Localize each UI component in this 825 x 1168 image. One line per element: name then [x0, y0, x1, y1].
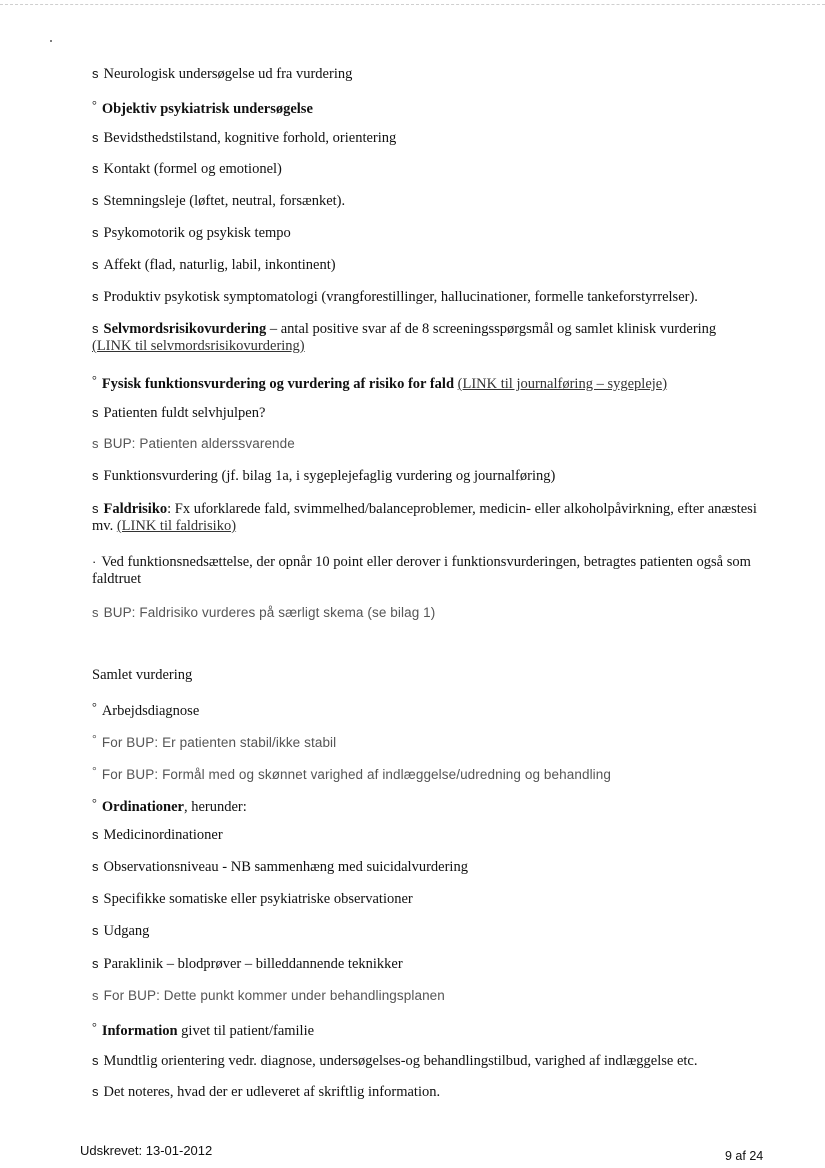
heading-text: Information [101, 1023, 178, 1039]
item-text: Observationsniveau - NB sammenhæng med suicidalvurdering [103, 859, 468, 875]
item-text: BUP: Faldrisiko vurderes på særligt skema (se bilag 1) [103, 605, 436, 620]
section-heading [92, 97, 777, 118]
list-item [92, 955, 777, 973]
square-bullet-icon: s [92, 859, 99, 874]
square-bullet-icon: s [92, 956, 99, 971]
square-bullet-icon: s [92, 501, 99, 516]
item-text: Patienten fuldt selvhjulpen? [103, 405, 266, 421]
item-text: Specifikke somatiske eller psykiatriske observationer [103, 891, 413, 907]
list-item [92, 826, 777, 844]
section-heading [92, 1019, 777, 1040]
list-item [92, 731, 777, 751]
selvmordsrisiko-link[interactable]: (LINK til selvmordsrisikovurdering) [92, 338, 305, 354]
list-item [92, 160, 777, 178]
section-heading [92, 699, 777, 720]
list-item [92, 1083, 777, 1101]
item-text: Funktionsvurdering (jf. bilag 1a, i sygeplejefaglig vurdering og journalføring) [103, 468, 556, 484]
heading-text: Ordinationer [101, 799, 184, 815]
square-bullet-icon: s [92, 605, 99, 620]
list-item [92, 256, 777, 274]
item-text: For BUP: Dette punkt kommer under behandlingsplanen [103, 988, 445, 1003]
square-bullet-icon: s [92, 289, 99, 304]
list-item [92, 553, 777, 588]
degree-bullet-icon: ° [92, 98, 97, 112]
degree-bullet-icon: ° [92, 764, 97, 778]
item-text: Paraklinik – blodprøver – billeddannende teknikker [103, 956, 403, 972]
item-text: Mundtlig orientering vedr. diagnose, undersøgelses-og behandlingstilbud, varighed af indlæggelse etc. [103, 1053, 698, 1069]
list-item [92, 65, 777, 83]
item-text: For BUP: Er patienten stabil/ikke stabil [101, 735, 337, 750]
item-text: Produktiv psykotisk symptomatologi (vrangforestillinger, hallucinationer, formelle tankeforstyrrelser). [103, 289, 698, 305]
faldrisiko-link[interactable]: (LINK til faldrisiko) [116, 518, 237, 534]
list-item [92, 129, 777, 147]
item-text: Medicinordinationer [103, 827, 223, 843]
list-item [92, 890, 777, 908]
heading-text: Fysisk funktionsvurdering og vurdering af risiko for fald [101, 376, 455, 392]
item-text: For BUP: Formål med og skønnet varighed af indlæggelse/udredning og behandling [101, 767, 611, 782]
list-item [92, 858, 777, 876]
list-item [92, 192, 777, 210]
list-item [92, 987, 777, 1004]
square-bullet-icon: s [92, 1053, 99, 1068]
item-text: Neurologisk undersøgelse ud fra vurdering [103, 66, 353, 82]
item-text: Ved funktionsnedsættelse, der opnår 10 point eller derover i funktionsvurderingen, betragtes patienten også som faldtruet [92, 554, 751, 587]
list-item [92, 1052, 777, 1070]
square-bullet-icon: s [92, 891, 99, 906]
degree-bullet-icon: ° [92, 373, 97, 387]
section-title: Samlet vurdering [92, 667, 193, 683]
page-number: 9 af 24 [725, 1149, 764, 1163]
item-text: BUP: Patienten alderssvarende [103, 436, 295, 451]
list-item [92, 922, 777, 940]
degree-bullet-icon: ° [92, 700, 97, 714]
section-heading [92, 372, 777, 393]
square-bullet-icon: s [92, 193, 99, 208]
list-item [92, 224, 777, 242]
square-bullet-icon: s [92, 66, 99, 81]
heading-text: Objektiv psykiatrisk undersøgelse [101, 101, 313, 117]
square-bullet-icon: s [92, 321, 99, 336]
square-bullet-icon: s [92, 1084, 99, 1099]
list-item [92, 320, 777, 355]
square-bullet-icon: s [92, 225, 99, 240]
item-text: Affekt (flad, naturlig, labil, inkontinent) [103, 257, 336, 273]
print-date: Udskrevet: 13-01-2012 [80, 1143, 213, 1158]
heading-suffix: , herunder: [183, 799, 247, 815]
item-bold-text: Selvmordsrisikovurdering [103, 321, 267, 337]
square-bullet-icon: s [92, 257, 99, 272]
item-text: Stemningsleje (løftet, neutral, forsænket). [103, 193, 346, 209]
square-bullet-icon: s [92, 988, 99, 1003]
square-bullet-icon: s [92, 130, 99, 145]
item-text: : Fx uforklarede fald, svimmelhed/balanceproblemer, medicin- eller alkoholpåvirkning, efter anæstesi mv. [92, 501, 757, 534]
square-bullet-icon: s [92, 161, 99, 176]
degree-bullet-icon: ° [92, 796, 97, 810]
list-item [92, 435, 777, 452]
item-text: – antal positive svar af de 8 screeningsspørgsmål og samlet klinisk vurdering [266, 321, 717, 337]
square-bullet-icon: s [92, 468, 99, 483]
item-text: Psykomotorik og psykisk tempo [103, 225, 291, 241]
degree-bullet-icon: ° [92, 732, 97, 746]
square-bullet-icon: s [92, 923, 99, 938]
list-item [92, 500, 777, 535]
square-bullet-icon: s [92, 405, 99, 420]
journalforing-link[interactable]: (LINK til journalføring – sygepleje) [457, 376, 668, 392]
item-text: Kontakt (formel og emotionel) [103, 161, 282, 177]
item-bold-text: Faldrisiko [103, 501, 168, 517]
degree-bullet-icon: ° [92, 1020, 97, 1034]
list-item [92, 604, 777, 621]
list-item [92, 467, 777, 485]
list-item [92, 763, 777, 783]
dot-bullet-icon: · [92, 554, 97, 569]
list-item [92, 404, 777, 422]
item-text: Bevidsthedstilstand, kognitive forhold, orientering [103, 130, 397, 146]
list-item [92, 288, 777, 306]
square-bullet-icon: s [92, 436, 99, 451]
item-text: Udgang [103, 923, 150, 939]
heading-suffix: givet til patient/familie [177, 1023, 315, 1039]
section-heading [92, 795, 777, 816]
square-bullet-icon: s [92, 827, 99, 842]
heading-text: Arbejdsdiagnose [101, 703, 200, 719]
item-text: Det noteres, hvad der er udleveret af skriftlig information. [103, 1084, 441, 1100]
